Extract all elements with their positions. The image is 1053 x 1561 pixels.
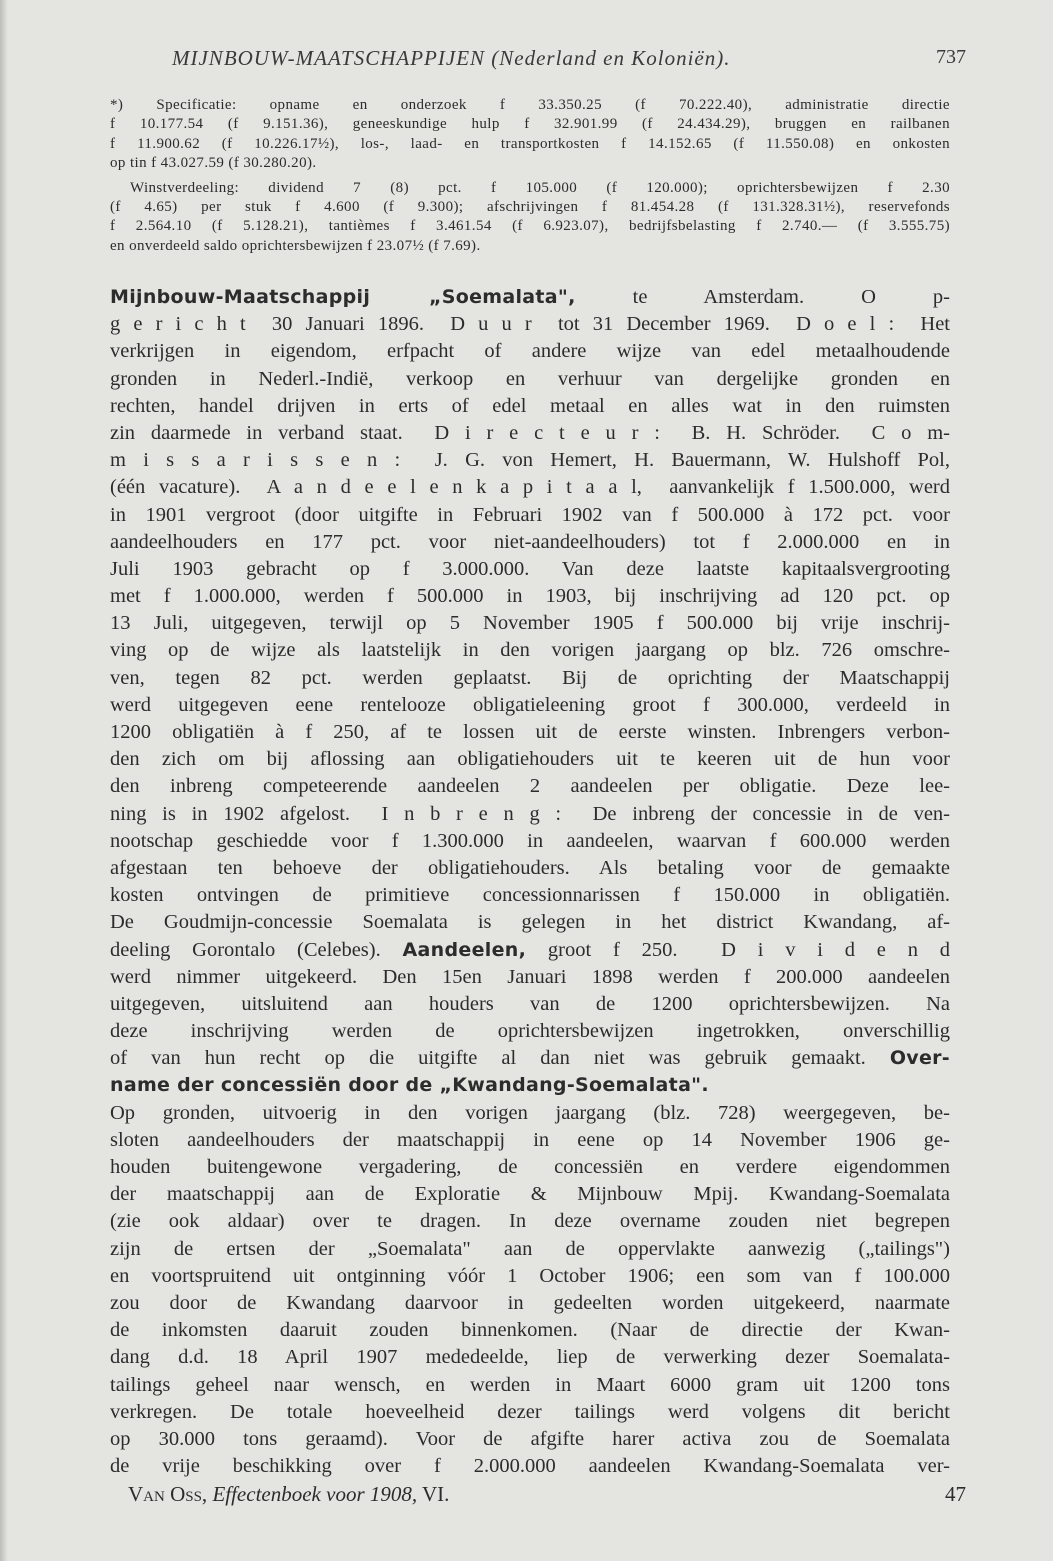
text-segment: werd nimmer uitgekeerd. Den 15en Januari 1898 werden f 200.000 aandeelen <box>110 965 950 988</box>
text-segment: de inkomsten daaruit zouden binnenkomen. (Naar de directie der Kwan- <box>110 1319 950 1342</box>
page-edge-shadow <box>0 0 8 1561</box>
text-segment: dang d.d. 18 April 1907 mededeelde, liep de verwerking dezer Soemalata- <box>110 1346 950 1369</box>
text-line <box>110 882 950 909</box>
text-line <box>110 502 950 529</box>
bold-heading-text: Aandeelen, <box>402 938 527 961</box>
text-line <box>110 828 950 855</box>
text-segment: ven, tegen 82 pct. werden geplaatst. Bij de oprichting der Maatschappij <box>110 666 950 689</box>
text-line <box>110 556 950 583</box>
text-line <box>110 311 950 338</box>
text-line <box>110 719 950 746</box>
text-segment: te Amsterdam. O p- <box>575 286 950 308</box>
page-number: 737 <box>936 46 966 68</box>
text-line <box>110 610 950 637</box>
text-line <box>110 1426 950 1453</box>
text-segment: verkrijgen in eigendom, erfpacht of andere wijze van edel metaalhoudende <box>110 340 950 363</box>
text-line <box>110 746 950 773</box>
text-segment: of van hun recht op die uitgifte al dan niet was gebruik gemaakt. <box>110 1047 890 1070</box>
text-segment: en voortspruitend uit ontginning vóór 1 October 1906; een som van f 100.000 <box>110 1264 950 1287</box>
text-line <box>110 1154 950 1181</box>
text-segment: uitgegeven, uitsluitend aan houders van de 1200 oprichtersbewijzen. Na <box>110 992 950 1015</box>
text-line <box>110 1127 950 1154</box>
text-segment: de vrije beschikking over f 2.000.000 aandeelen Kwandang-Soemalata ver- <box>110 1455 950 1478</box>
bold-heading-text: Over- <box>889 1047 950 1070</box>
text-line <box>110 665 950 692</box>
text-segment: ning is in 1902 afgelost. I n b r e n g : De inbreng der concessie in de ven- <box>110 802 950 825</box>
text-line <box>110 1018 950 1045</box>
text-line <box>110 1317 950 1344</box>
text-line <box>110 1181 950 1208</box>
text-line <box>110 909 950 936</box>
signature-mark: 47 <box>945 1482 966 1506</box>
text-segment: Op gronden, uitvoerig in den vorigen jaargang (blz. 728) weergegeven, be- <box>110 1101 950 1124</box>
text-segment: houden buitengewone vergadering, de concessiën en verdere eigendommen <box>110 1156 950 1178</box>
text-segment: zijn de ertsen der „Soemalata" aan de oppervlakte aanwezig („tailings") <box>110 1237 950 1260</box>
text-line <box>110 937 950 964</box>
text-line <box>110 692 950 719</box>
text-segment: ving op de wijze als laatstelijk in den vorigen jaargang op blz. 726 omschre- <box>110 639 950 662</box>
text-segment: m i s s a r i s s e n : J. G. von Hemert, H. Bauermann, W. Hulshoff Pol, <box>110 449 950 472</box>
bold-heading-text: Mijnbouw-Maatschappij „Soemalata", <box>110 286 576 308</box>
text-segment: 13 Juli, uitgegeven, terwijl op 5 November 1905 f 500.000 bij vrije inschrij- <box>110 612 950 635</box>
footnote-line: f 10.177.54 (f 9.151.36), geneeskundige hulp f 32.901.99 (f 24.434.29), bruggen en railbanen <box>110 116 950 133</box>
text-line <box>110 1045 950 1072</box>
text-line <box>110 1208 950 1235</box>
text-line <box>110 529 950 556</box>
text-line <box>110 447 950 474</box>
text-segment: nootschap geschiedde voor f 1.300.000 in aandeelen, waarvan f 600.000 werden <box>110 829 950 852</box>
footnote-line: op tin f 43.027.59 (f 30.280.20). <box>110 155 317 172</box>
running-header <box>110 46 966 76</box>
text-segment: rechten, handel drijven in erts of edel metaal en alles wat in den ruimsten <box>110 394 950 417</box>
book-title: Effectenboek voor 1908, <box>212 1482 418 1506</box>
text-segment: den inbreng competeerende aandeelen 2 aandeelen per obligatie. Deze lee- <box>110 775 950 798</box>
text-segment: met f 1.000.000, werden f 500.000 in 1903, bij inschrijving ad 120 pct. op <box>110 585 950 608</box>
text-segment: op 30.000 tons geraamd). Voor de afgifte harer activa zou de Soemalata <box>110 1427 950 1450</box>
footnote-line: Winstverdeeling: dividend 7 (8) pct. f 105.000 (f 120.000); oprichtersbewijzen f 2.30 <box>130 179 950 196</box>
text-line <box>110 1100 950 1127</box>
text-segment: De Goudmijn-concessie Soemalata is gelegen in het district Kwandang, af- <box>110 911 950 934</box>
text-segment: deze inschrijving werden de oprichtersbewijzen ingetrokken, onverschillig <box>110 1020 950 1043</box>
text-segment: aandeelhouders en 177 pct. voor niet-aandeelhouders) tot f 2.000.000 en in <box>110 530 950 553</box>
footnote-line: en onverdeeld saldo oprichtersbewijzen f 23.07½ (f 7.69). <box>110 237 481 254</box>
footnote-line: f 11.900.62 (f 10.226.17½), los-, laad- en transportkosten f 14.152.65 (f 11.550.08) en onkosten <box>110 135 950 152</box>
source-reference <box>128 1482 449 1507</box>
text-segment: in 1901 vergroot (door uitgifte in Februari 1902 van f 500.000 à 172 pct. voor <box>110 503 950 526</box>
footnote-line: *) Specificatie: opname en onderzoek f 33.350.25 (f 70.222.40), administratie directie <box>110 97 950 113</box>
text-line <box>110 1263 950 1290</box>
text-segment: sloten aandeelhouders der maatschappij in eene op 14 November 1906 ge- <box>110 1128 950 1151</box>
text-line <box>110 1344 950 1371</box>
text-segment: afgestaan ten behoeve der obligatiehouders. Als betaling voor de gemaakte <box>110 856 950 879</box>
text-segment: zin daarmede in verband staat. D i r e c t e u r : B. H. Schröder. C o m- <box>110 421 950 444</box>
text-segment: zou door de Kwandang daarvoor in gedeelten worden uitgekeerd, naarmate <box>110 1291 950 1314</box>
text-line <box>110 1236 950 1263</box>
footnote <box>110 96 950 256</box>
footnote-line: f 2.564.10 (f 5.128.21), tantièmes f 3.461.54 (f 6.923.07), bedrijfsbelasting f 2.740.— (f 3.555.75) <box>110 218 950 235</box>
text-line <box>110 1290 950 1317</box>
text-segment: 1200 obligatiën à f 250, af te lossen uit de eerste winsten. Inbrengers verbon- <box>110 721 950 743</box>
bold-heading-text: name der concessiën door de „Kwandang-Soemalata". <box>110 1074 709 1097</box>
text-segment: (één vacature). A a n d e e l e n k a p i t a a l, aanvankelijk f 1.500.000, werd <box>110 476 950 499</box>
volume: VI. <box>422 1482 450 1506</box>
text-line <box>110 637 950 664</box>
text-segment: (zie ook aldaar) over te dragen. In deze overname zouden niet begrepen <box>110 1210 950 1233</box>
text-line <box>110 583 950 610</box>
text-line <box>110 801 950 828</box>
text-segment: den zich om bij aflossing aan obligatiehouders uit te keeren uit de hun voor <box>110 748 950 771</box>
text-segment: verkregen. De totale hoeveelheid dezer tailings werd volgens dit bericht <box>110 1400 950 1423</box>
text-segment: Juli 1903 gebracht op f 3.000.000. Van deze laatste kapitaalsvergrooting <box>110 557 950 580</box>
running-title: MIJNBOUW-MAATSCHAPPIJEN (Nederland en Koloniën). <box>172 46 731 70</box>
footnote-line: (f 4.65) per stuk f 4.600 (f 9.300); afschrijvingen f 81.454.28 (f 131.328.31½), reservefonds <box>110 198 950 215</box>
text-line <box>110 338 950 365</box>
text-line <box>110 855 950 882</box>
text-segment: g e r i c h t 30 Januari 1896. D u u r tot 31 December 1969. D o e l : Het <box>110 313 950 336</box>
text-line <box>110 773 950 800</box>
text-line <box>110 1399 950 1426</box>
text-segment: deeling Gorontalo (Celebes). <box>110 938 403 961</box>
text-segment: kosten ontvingen de primitieve concessionnarissen f 150.000 in obligatiën. <box>110 884 950 907</box>
text-line <box>110 1072 950 1099</box>
company-entry-soemalata <box>110 284 950 1480</box>
text-segment: werd uitgegeven eene rentelooze obligatieleening groot f 300.000, verdeeld in <box>110 693 950 716</box>
text-segment: der maatschappij aan de Exploratie & Mijnbouw Mpij. Kwandang-Soemalata <box>110 1183 950 1206</box>
text-segment: tailings geheel naar wensch, en werden in Maart 6000 gram uit 1200 tons <box>110 1373 950 1396</box>
text-line <box>110 393 950 420</box>
text-segment: groot f 250. D i v i d e n d <box>526 938 950 961</box>
text-line <box>110 474 950 501</box>
text-line <box>110 366 950 393</box>
text-line <box>110 964 950 991</box>
text-line <box>110 1453 950 1480</box>
text-segment: gronden in Nederl.-Indië, verkoop en verhuur van dergelijke gronden en <box>110 367 950 390</box>
text-line <box>110 991 950 1018</box>
text-line <box>110 420 950 447</box>
text-line <box>110 1372 950 1399</box>
text-line <box>110 284 950 311</box>
author: Van Oss, <box>128 1482 208 1506</box>
